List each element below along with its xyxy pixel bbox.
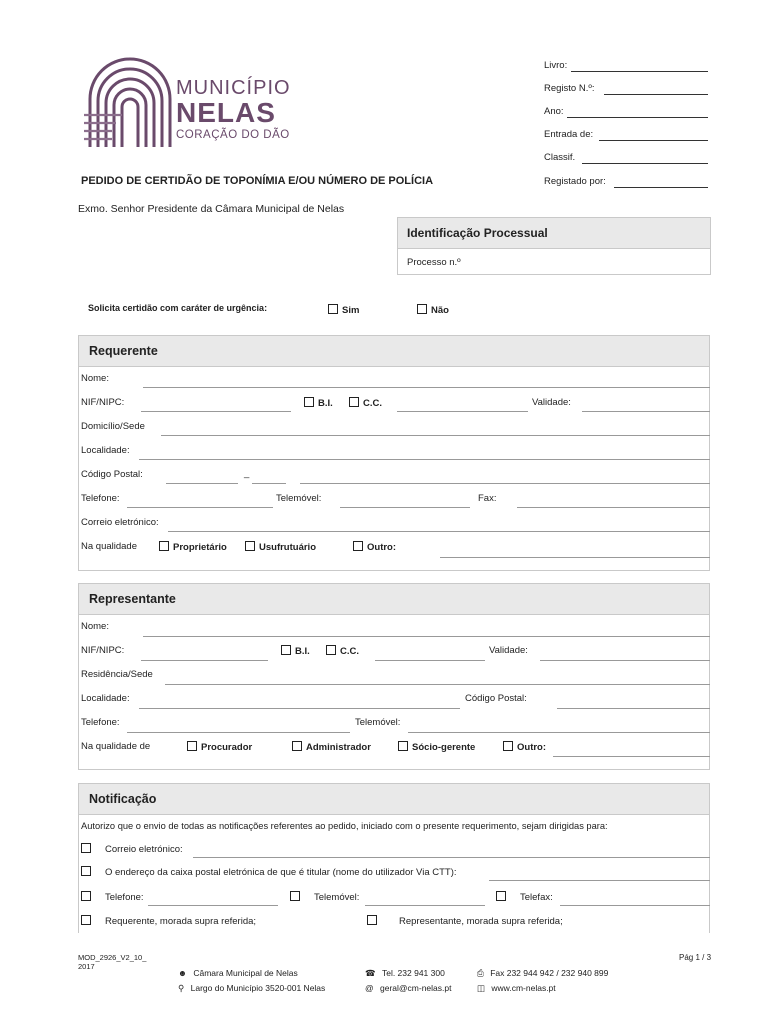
footer-org-label: Câmara Municipal de Nelas — [193, 968, 298, 978]
rep-socio-option[interactable] — [398, 741, 475, 753]
fax-icon: ⎙ — [477, 968, 484, 978]
req-domicilio-field[interactable] — [161, 435, 710, 436]
rep-telemovel-field[interactable] — [408, 732, 710, 733]
urgency-label: Solicita certidão com caráter de urgência: — [88, 303, 268, 313]
requerente-heading: Requerente — [79, 336, 709, 367]
req-usufrutuario-label: Usufrutuário — [259, 542, 316, 553]
rep-procurador-option[interactable] — [187, 741, 252, 753]
notif-telemovel-field[interactable] — [365, 905, 485, 906]
representante-heading: Representante — [79, 584, 709, 615]
rep-cc-checkbox[interactable] — [326, 645, 336, 655]
rep-socio-checkbox[interactable] — [398, 741, 408, 751]
rep-bi-option[interactable] — [281, 645, 310, 657]
req-codigo-postal-field-2[interactable] — [252, 483, 286, 484]
req-proprietario-option[interactable] — [159, 541, 227, 553]
registry-classif-label: Classif. — [544, 152, 576, 163]
notif-telefax-checkbox[interactable] — [496, 891, 506, 901]
req-outro-option[interactable] — [353, 541, 396, 553]
req-validade-field[interactable] — [582, 411, 710, 412]
notif-telefax-field[interactable] — [560, 905, 710, 906]
registry-entrada-label: Entrada de: — [544, 129, 594, 140]
rep-codigo-postal-field[interactable] — [557, 708, 710, 709]
notificacao-section — [78, 783, 710, 933]
notificacao-heading: Notificação — [79, 784, 709, 815]
req-codigo-postal-field-3[interactable] — [300, 483, 710, 484]
rep-administrador-label: Administrador — [306, 742, 371, 753]
registry-registo-field[interactable] — [604, 94, 708, 95]
notif-telemovel-checkbox[interactable] — [290, 891, 300, 901]
at-sign-icon: @ — [365, 983, 374, 993]
rep-telefone-label: Telefone: — [81, 717, 120, 728]
notif-requerente-label: Requerente, morada supra referida; — [105, 916, 257, 927]
footer-email-label[interactable]: geral@cm-nelas.pt — [380, 983, 452, 993]
person-icon: ☻ — [178, 968, 187, 978]
rep-procurador-checkbox[interactable] — [187, 741, 197, 751]
logo-text-tagline: CORAÇÃO DO DÃO — [176, 129, 290, 141]
notif-caixa-checkbox[interactable] — [81, 866, 91, 876]
rep-codigo-postal-label: Código Postal: — [465, 693, 527, 704]
footer-tel-label: Tel. 232 941 300 — [381, 968, 445, 978]
notif-representante-option[interactable] — [367, 915, 563, 927]
footer-fax — [477, 968, 608, 979]
notif-correio-label: Correio eletrónico: — [105, 844, 183, 855]
footer-web[interactable] — [477, 983, 556, 994]
req-correio-field[interactable] — [168, 531, 710, 532]
rep-nif-label: NIF/NIPC: — [81, 645, 125, 656]
req-codigo-postal-dash: _ — [244, 468, 250, 479]
rep-outro-option[interactable] — [503, 741, 546, 753]
req-proprietario-checkbox[interactable] — [159, 541, 169, 551]
notif-caixa-option[interactable] — [81, 866, 457, 878]
req-fax-label: Fax: — [478, 493, 497, 504]
registry-classif-field[interactable] — [582, 163, 708, 164]
urgency-no-option[interactable] — [417, 304, 449, 316]
rep-localidade-field[interactable] — [139, 708, 460, 709]
urgency-no-label: Não — [431, 305, 449, 316]
registry-registado-field[interactable] — [614, 187, 708, 188]
urgency-yes-checkbox[interactable] — [328, 304, 338, 314]
rep-socio-label: Sócio-gerente — [412, 742, 476, 753]
req-usufrutuario-option[interactable] — [245, 541, 316, 553]
notif-intro-text: Autorizo que o envio de todas as notificações referentes ao pedido, iniciado com o presente requerimento, sejam dirigidas para: — [81, 821, 608, 831]
rep-qualidade-label: Na qualidade de — [81, 741, 151, 752]
rep-administrador-checkbox[interactable] — [292, 741, 302, 751]
notif-telefax-label: Telefax: — [520, 892, 553, 903]
req-bi-label: B.I. — [318, 398, 333, 409]
req-qualidade-label: Na qualidade — [81, 541, 137, 552]
req-nome-field[interactable] — [143, 387, 710, 388]
logo-arches-icon — [82, 55, 178, 151]
rep-outro-field[interactable] — [553, 756, 710, 757]
rep-cc-option[interactable] — [326, 645, 359, 657]
notif-telefone-checkbox[interactable] — [81, 891, 91, 901]
registry-livro-field[interactable] — [571, 71, 708, 72]
req-bi-checkbox[interactable] — [304, 397, 314, 407]
req-telemovel-label: Telemóvel: — [276, 493, 322, 504]
requerente-section — [78, 335, 710, 571]
rep-residencia-label: Residência/Sede — [81, 669, 153, 680]
page-number: Pág 1 / 3 — [679, 953, 712, 962]
process-number-label: Processo n.º — [407, 257, 461, 268]
req-validade-label: Validade: — [532, 397, 571, 408]
notif-telefone-field[interactable] — [148, 905, 278, 906]
req-outro-checkbox[interactable] — [353, 541, 363, 551]
req-id-number-field[interactable] — [397, 411, 528, 412]
footer-web-label[interactable]: www.cm-nelas.pt — [491, 983, 556, 993]
rep-nome-field[interactable] — [143, 636, 710, 637]
notif-correio-field[interactable] — [193, 857, 710, 858]
req-telefone-field[interactable] — [127, 507, 273, 508]
rep-nome-label: Nome: — [81, 621, 109, 632]
registry-ano-label: Ano: — [544, 106, 564, 117]
req-localidade-label: Localidade: — [81, 445, 130, 456]
urgency-no-checkbox[interactable] — [417, 304, 427, 314]
notif-telemovel-option[interactable] — [290, 891, 359, 903]
footer-email[interactable] — [365, 983, 451, 993]
notif-representante-checkbox[interactable] — [367, 915, 377, 925]
rep-outro-label: Outro: — [517, 742, 547, 753]
registry-ano-field[interactable] — [567, 117, 708, 118]
rep-validade-label: Validade: — [489, 645, 528, 656]
document-title: PEDIDO DE CERTIDÃO DE TOPONÍMIA E/OU NÚMERO DE POLÍCIA — [81, 175, 434, 187]
registry-livro-label: Livro: — [544, 60, 568, 71]
req-codigo-postal-label: Código Postal: — [81, 469, 143, 480]
notif-caixa-field[interactable] — [489, 880, 710, 881]
req-telemovel-field[interactable] — [340, 507, 470, 508]
req-nif-field[interactable] — [141, 411, 291, 412]
req-cc-option[interactable] — [349, 397, 382, 409]
notif-telefax-option[interactable] — [496, 891, 553, 903]
req-domicilio-label: Domicílio/Sede — [81, 421, 145, 432]
logo-text-nelas: NELAS — [176, 97, 276, 128]
rep-validade-field[interactable] — [540, 660, 710, 661]
req-cc-checkbox[interactable] — [349, 397, 359, 407]
salutation: Exmo. Senhor Presidente da Câmara Municipal de Nelas — [78, 203, 345, 215]
urgency-yes-label: Sim — [342, 305, 360, 316]
req-correio-label: Correio eletrónico: — [81, 517, 159, 528]
rep-id-number-field[interactable] — [375, 660, 485, 661]
process-identification-heading: Identificação Processual — [398, 218, 710, 249]
rep-procurador-label: Procurador — [201, 742, 253, 753]
rep-bi-label: B.I. — [295, 646, 310, 657]
notif-representante-label: Representante, morada supra referida; — [399, 916, 563, 927]
req-telefone-label: Telefone: — [81, 493, 120, 504]
form-code — [78, 953, 146, 971]
req-fax-field[interactable] — [517, 507, 710, 508]
rep-telemovel-label: Telemóvel: — [355, 717, 401, 728]
rep-localidade-label: Localidade: — [81, 693, 130, 704]
req-nome-label: Nome: — [81, 373, 109, 384]
location-pin-icon: ⚲ — [178, 983, 185, 993]
form-code-line2: 2017 — [78, 962, 95, 971]
req-codigo-postal-field-1[interactable] — [166, 483, 238, 484]
rep-outro-checkbox[interactable] — [503, 741, 513, 751]
footer-address-label: Largo do Município 3520-001 Nelas — [190, 983, 326, 993]
notif-telefone-option[interactable] — [81, 891, 144, 903]
phone-icon: ☎ — [365, 968, 376, 978]
rep-bi-checkbox[interactable] — [281, 645, 291, 655]
notif-requerente-option[interactable] — [81, 915, 256, 927]
notif-correio-checkbox[interactable] — [81, 843, 91, 853]
footer-org — [178, 968, 298, 978]
req-nif-label: NIF/NIPC: — [81, 397, 125, 408]
registry-registado-label: Registado por: — [544, 176, 606, 187]
rep-cc-label: C.C. — [340, 646, 359, 657]
registry-entrada-field[interactable] — [599, 140, 708, 141]
notif-requerente-checkbox[interactable] — [81, 915, 91, 925]
urgency-yes-option[interactable] — [328, 304, 359, 316]
req-cc-label: C.C. — [363, 398, 382, 409]
req-proprietario-label: Proprietário — [173, 542, 227, 553]
monitor-icon: ◫ — [477, 983, 486, 993]
notif-caixa-label: O endereço da caixa postal eletrónica de que é titular (nome do utilizador Via CTT): — [105, 867, 457, 878]
rep-telefone-field[interactable] — [127, 732, 350, 733]
logo-text-municipio: MUNICÍPIO — [176, 77, 291, 99]
req-outro-label: Outro: — [367, 542, 397, 553]
rep-nif-field[interactable] — [141, 660, 268, 661]
req-usufrutuario-checkbox[interactable] — [245, 541, 255, 551]
registry-registo-label: Registo N.º: — [544, 83, 595, 94]
rep-administrador-option[interactable] — [292, 741, 371, 753]
representante-section — [78, 583, 710, 770]
form-code-line1: MOD_2926_V2_10_ — [78, 953, 147, 962]
req-outro-field[interactable] — [440, 557, 710, 558]
footer-tel — [365, 968, 445, 979]
process-identification-box — [397, 217, 711, 275]
footer-address — [178, 983, 325, 994]
municipality-logo — [82, 55, 292, 155]
footer-fax-label: Fax 232 944 942 / 232 940 899 — [490, 968, 609, 978]
notif-telefone-label: Telefone: — [105, 892, 144, 903]
notif-correio-option[interactable] — [81, 843, 183, 855]
req-localidade-field[interactable] — [139, 459, 710, 460]
notif-telemovel-label: Telemóvel: — [314, 892, 360, 903]
req-bi-option[interactable] — [304, 397, 333, 409]
rep-residencia-field[interactable] — [165, 684, 710, 685]
